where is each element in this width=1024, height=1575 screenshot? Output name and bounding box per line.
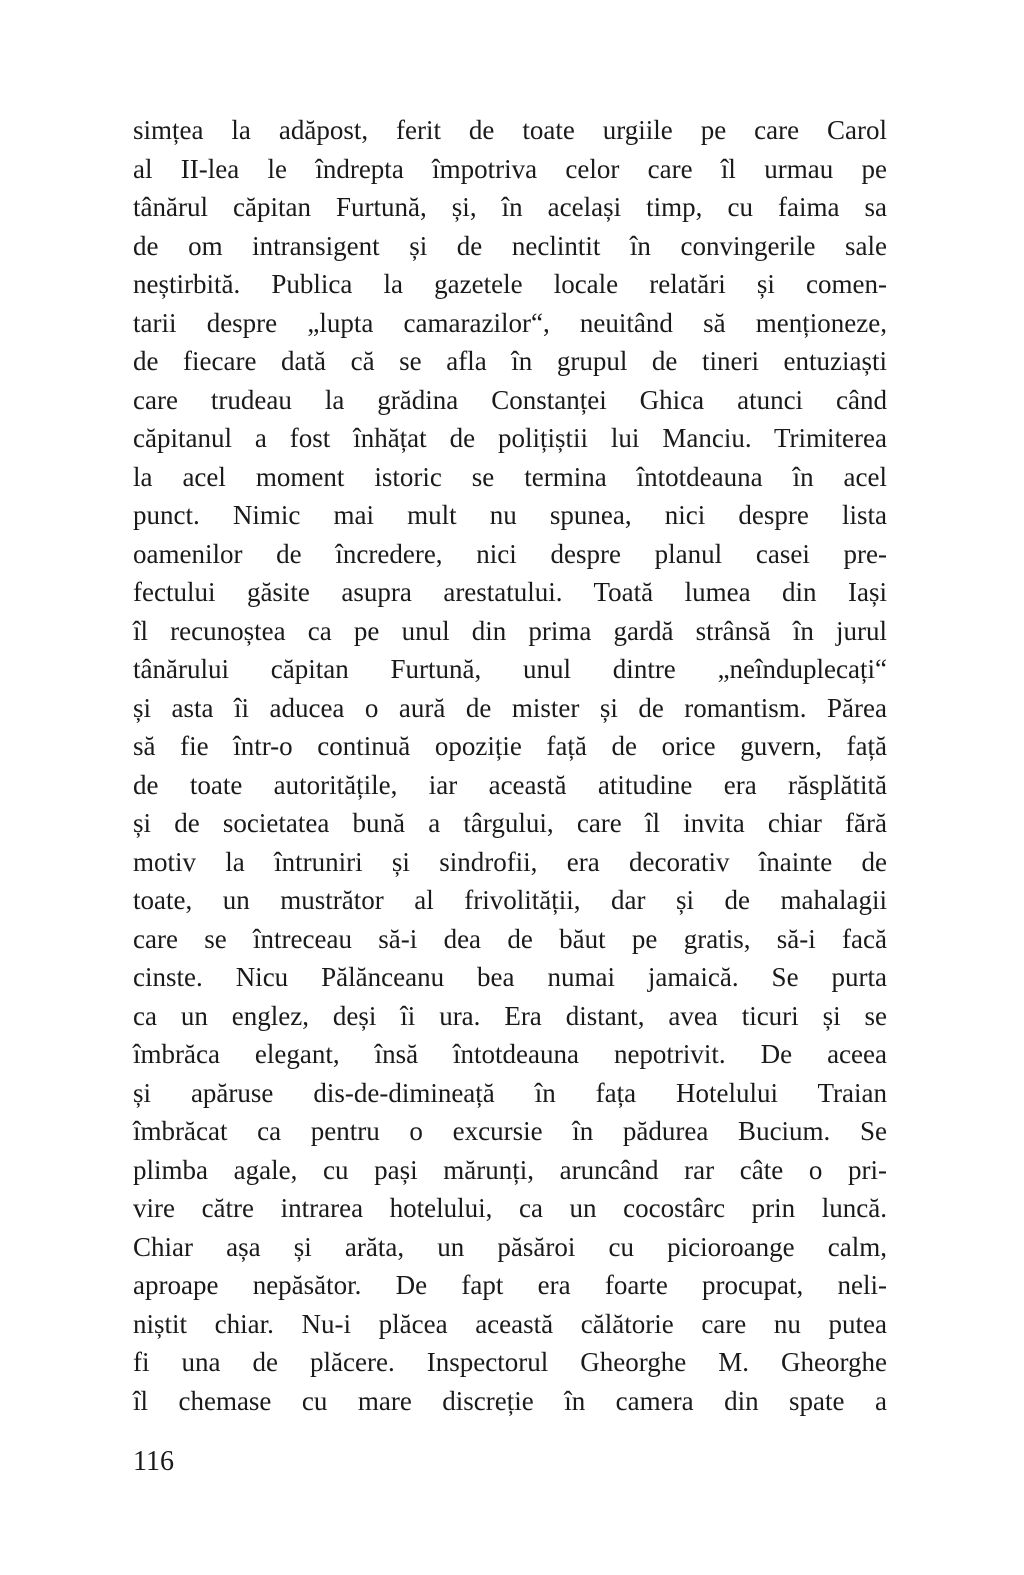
- text-line: simțea la adăpost, ferit de toate urgiile pe care Carol: [133, 115, 887, 145]
- text-line: îmbrăcat ca pentru o excursie în pădurea Bucium. Se: [133, 1116, 887, 1146]
- page-number: 116: [133, 1446, 174, 1477]
- text-line: aproape nepăsător. De fapt era foarte procupat, neli-: [133, 1270, 887, 1300]
- text-line: tarii despre „lupta camarazilor“, neuitând să menționeze,: [133, 307, 887, 338]
- text-line: tânărul căpitan Furtună, și, în același timp, cu faima sa: [133, 192, 887, 222]
- text-line: niștit chiar. Nu-i plăcea această călătorie care nu putea: [133, 1308, 887, 1339]
- text-line: care trudeau la grădina Constanței Ghica atunci când: [133, 384, 887, 415]
- text-line: plimba agale, cu pași mărunți, aruncând rar câte o pri-: [133, 1154, 887, 1185]
- text-line: îl recunoștea ca pe unul din prima gardă strânsă în jurul: [133, 615, 887, 646]
- text-line: punct. Nimic mai mult nu spunea, nici despre lista: [133, 500, 887, 530]
- text-line: cinste. Nicu Pălănceanu bea numai jamaică. Se purta: [133, 962, 887, 992]
- body-text: [133, 111, 887, 1420]
- text-line: vire către intrarea hotelului, ca un cocostârc prin luncă.: [133, 1193, 887, 1223]
- text-line: ca un englez, deși îi ura. Era distant, avea ticuri și se: [133, 1000, 887, 1031]
- text-line: motiv la întruniri și sindrofii, era decorativ înainte de: [133, 846, 887, 877]
- text-line: de om intransigent și de neclintit în convingerile sale: [133, 230, 887, 261]
- text-line: neștirbită. Publica la gazetele locale relatări și comen-: [133, 269, 887, 299]
- text-line: toate, un mustrător al frivolității, dar și de mahalagii: [133, 885, 887, 915]
- text-line: căpitanul a fost înhățat de polițiștii lui Manciu. Trimiterea: [133, 423, 887, 453]
- text-line: de toate autoritățile, iar această atitudine era răsplătită: [133, 769, 887, 800]
- text-line: și asta îi aducea o aură de mister și de romantism. Părea: [133, 692, 887, 723]
- text-line: oamenilor de încredere, nici despre planul casei pre-: [133, 538, 887, 569]
- text-line: și de societatea bună a târgului, care îl invita chiar fără: [133, 808, 887, 838]
- text-line: al II-lea le îndrepta împotriva celor care îl urmau pe: [133, 153, 887, 184]
- text-line: fectului găsite asupra arestatului. Toată lumea din Iași: [133, 577, 887, 607]
- text-line: la acel moment istoric se termina întotdeauna în acel: [133, 461, 887, 492]
- text-line: de fiecare dată că se afla în grupul de tineri entuziaști: [133, 346, 887, 376]
- text-line: îl chemase cu mare discreție în camera din spate a: [133, 1385, 887, 1416]
- text-line: Chiar așa și arăta, un păsăroi cu picioroange calm,: [133, 1231, 887, 1262]
- text-line: îmbrăca elegant, însă întotdeauna nepotrivit. De aceea: [133, 1039, 887, 1069]
- text-line: fi una de plăcere. Inspectorul Gheorghe M. Gheorghe: [133, 1347, 887, 1377]
- text-line: tânărului căpitan Furtună, unul dintre „neînduplecați“: [133, 654, 887, 684]
- text-line: să fie într-o continuă opoziție față de orice guvern, față: [133, 731, 887, 761]
- text-line: și apăruse dis-de-dimineață în fața Hotelului Traian: [133, 1077, 887, 1108]
- text-line: care se întreceau să-i dea de băut pe gratis, să-i facă: [133, 923, 887, 954]
